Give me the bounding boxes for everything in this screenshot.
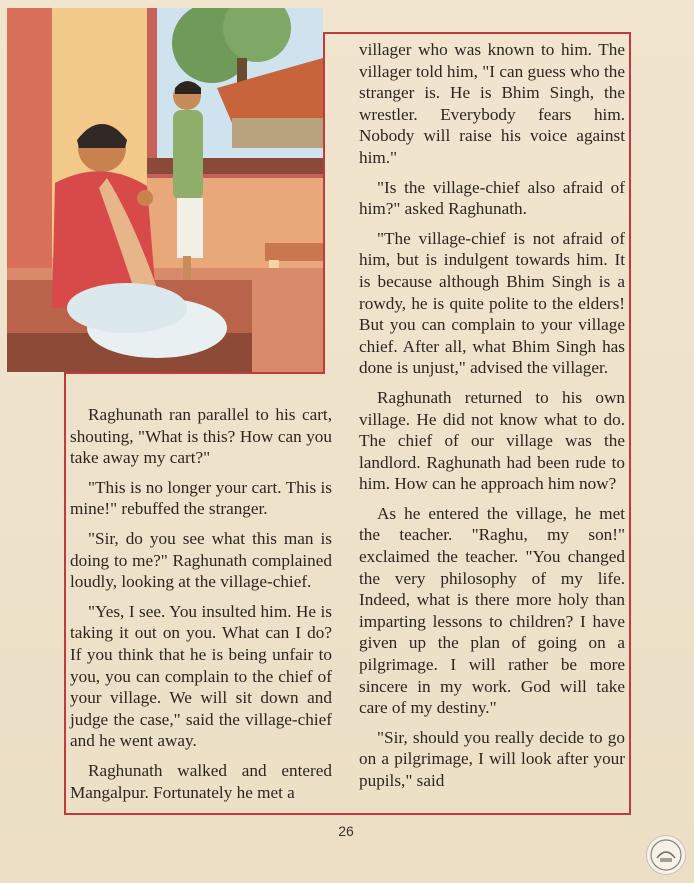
right-paragraph-6: "Sir, should you really decide to go on a pilgrimage, I will look after your pupils," said (359, 727, 625, 790)
frame-top-right (323, 32, 631, 34)
publisher-logo-icon (646, 835, 686, 875)
right-paragraph-2: "Is the village-chief also afraid of him?" asked Raghunath. (359, 177, 625, 219)
left-paragraph-1: Raghunath ran parallel to his cart, shouting, "What is this? How can you take away my cart?" (70, 405, 332, 468)
page-number: 26 (338, 823, 354, 839)
illustration-svg (7, 8, 323, 372)
left-text-column (70, 404, 332, 803)
left-paragraph-2: "This is no longer your cart. This is mine!" rebuffed the stranger. (70, 477, 332, 519)
left-paragraph-4: "Yes, I see. You insulted him. He is taking it out on you. What can I do? If you think that he is being unfair to you, you can complain to the chief of your village. We will sit down and judge the case," said the village-chief and he went away. (70, 601, 332, 751)
frame-mid-horizontal (64, 372, 325, 374)
right-paragraph-5: As he entered the village, he met the teacher. "Raghu, my son!" exclaimed the teacher. "You changed the very philosophy of my life. Indeed, what is there more holy than imparting lessons to children? I have given up the plan of going on a pilgrimage. I will rather be more sincere in my work. God will take care of my destiny." (359, 503, 625, 718)
right-paragraph-3: "The village-chief is not afraid of him, but is indulgent towards him. It is because although Bhim Singh is a rowdy, he is quite polite to the elders! But you can complain to your village chief. After all, what Bhim Singh has done is unjust," advised the villager. (359, 228, 625, 378)
frame-mid-vertical (323, 32, 325, 374)
right-text-column (359, 39, 625, 792)
frame-right (629, 32, 631, 815)
left-paragraph-3: "Sir, do you see what this man is doing to me?" Raghunath complained loudly, looking at the village-chief. (70, 528, 332, 592)
right-paragraph-1: villager who was known to him. The villager told him, "I can guess who the stranger is. He is Bhim Singh, the wrestler. Everybody fears him. Nobody will raise his voice against him." (359, 40, 625, 167)
right-paragraph-4: Raghunath returned to his own village. He did not know what to do. The chief of our village was the landlord. Raghunath had been rude to him. How can he approach him now? (359, 387, 625, 494)
frame-left (64, 372, 66, 815)
frame-bottom (64, 813, 631, 815)
village-scene-illustration (7, 8, 323, 372)
left-paragraph-5: Raghunath walked and entered Mangalpur. Fortunately he met a (70, 760, 332, 802)
